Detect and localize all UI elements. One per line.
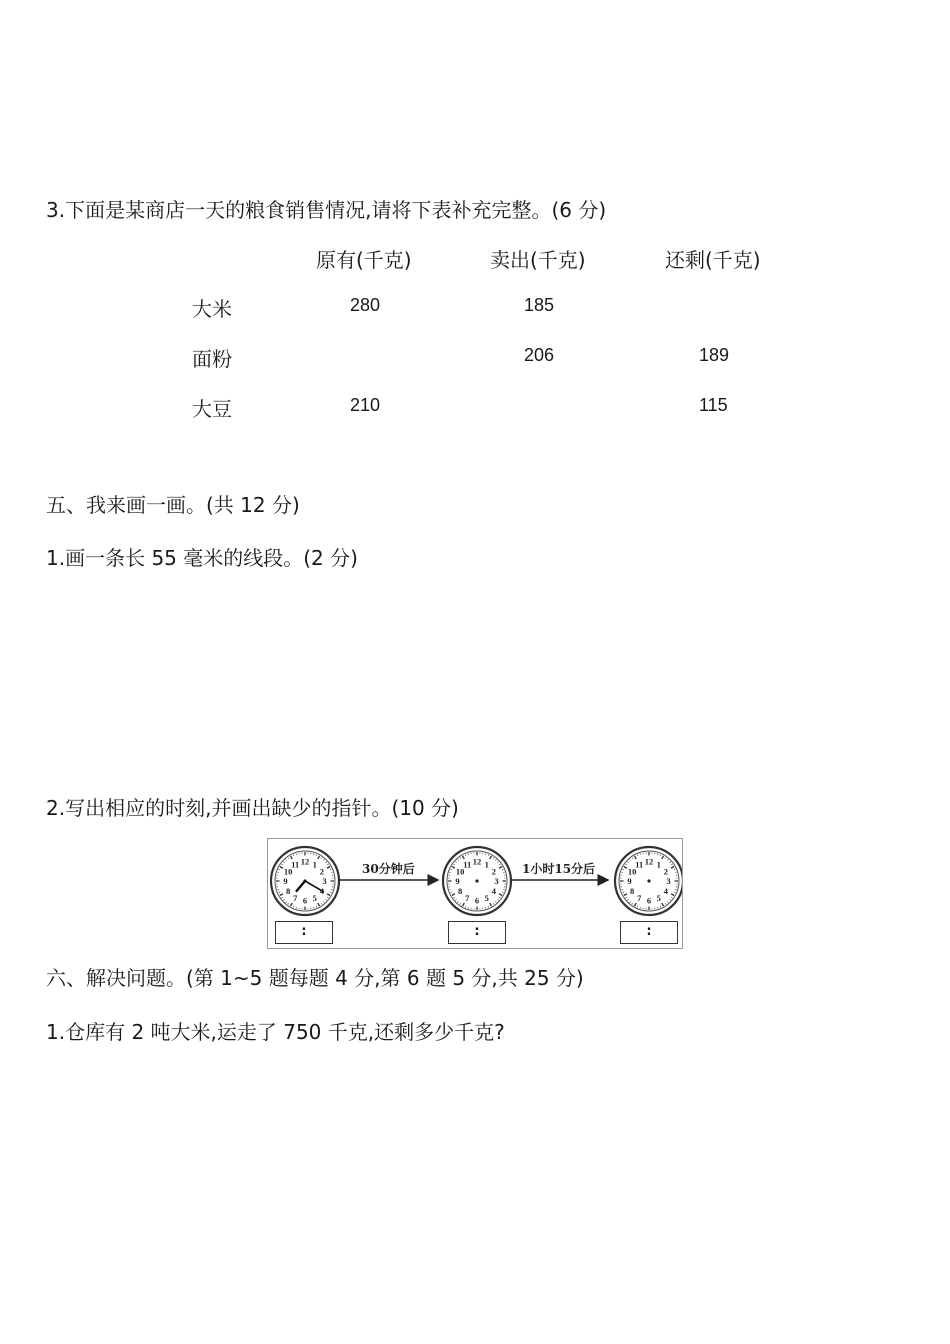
svg-text:11: 11: [463, 859, 472, 870]
time-box-3[interactable]: [620, 921, 678, 944]
time-box-separator: :: [301, 924, 307, 939]
row-label-flour: 面粉: [192, 347, 232, 371]
svg-text:1: 1: [312, 859, 317, 870]
row-label-soybean: 大豆: [192, 397, 232, 421]
clock-face-icon[interactable]: [443, 847, 511, 915]
svg-text:9: 9: [283, 876, 288, 887]
svg-text:9: 9: [627, 876, 632, 887]
section-5-question-1: 1.画一条长 55 毫米的线段。(2 分): [46, 546, 358, 570]
svg-text:6: 6: [302, 895, 308, 906]
svg-text:1: 1: [656, 859, 661, 870]
svg-text:8: 8: [285, 885, 291, 896]
svg-text:5: 5: [656, 893, 661, 904]
section-6-heading: 六、解决问题。(第 1~5 题每题 4 分,第 6 题 5 分,共 25 分): [46, 966, 584, 990]
svg-text:4: 4: [663, 885, 669, 896]
cell-rice-original: 280: [350, 295, 381, 315]
arrow-1-label: 30分钟后: [362, 862, 415, 876]
svg-text:7: 7: [465, 893, 470, 904]
svg-text:7: 7: [637, 893, 642, 904]
time-box-1[interactable]: [275, 921, 333, 944]
clock-exercise-figure: [267, 838, 683, 949]
svg-text:2: 2: [491, 866, 497, 877]
row-label-rice: 大米: [192, 297, 232, 321]
svg-text:12: 12: [644, 856, 654, 867]
svg-text:8: 8: [629, 885, 635, 896]
time-box-2[interactable]: [448, 921, 506, 944]
clock-face-icon[interactable]: [615, 847, 682, 915]
cell-flour-sold: 206: [524, 345, 555, 365]
svg-text:3: 3: [666, 876, 671, 887]
svg-text:10: 10: [455, 866, 465, 877]
cell-rice-sold: 185: [524, 295, 555, 315]
header-original: 原有(千克): [316, 248, 412, 272]
svg-text:2: 2: [663, 866, 669, 877]
question-3-title: 3.下面是某商店一天的粮食销售情况,请将下表补充完整。(6 分): [46, 198, 607, 222]
svg-text:12: 12: [300, 856, 310, 867]
svg-text:5: 5: [312, 893, 317, 904]
svg-text:2: 2: [319, 866, 325, 877]
cell-flour-remaining: 189: [699, 345, 730, 365]
svg-text:10: 10: [627, 866, 637, 877]
svg-text:5: 5: [484, 893, 489, 904]
time-box-separator: :: [646, 924, 652, 939]
svg-text:3: 3: [494, 876, 499, 887]
svg-text:7: 7: [293, 893, 298, 904]
cell-soybean-original: 210: [350, 395, 381, 415]
header-sold: 卖出(千克): [490, 248, 586, 272]
svg-text:9: 9: [455, 876, 460, 887]
svg-text:10: 10: [283, 866, 293, 877]
time-box-separator: :: [474, 924, 480, 939]
svg-text:6: 6: [646, 895, 652, 906]
svg-text:4: 4: [491, 885, 497, 896]
svg-text:11: 11: [291, 859, 300, 870]
clock-face-icon: [271, 847, 339, 915]
section-5-question-2: 2.写出相应的时刻,并画出缺少的指针。(10 分): [46, 796, 459, 820]
svg-text:3: 3: [322, 876, 327, 887]
svg-text:1: 1: [484, 859, 489, 870]
svg-text:6: 6: [474, 895, 480, 906]
svg-text:8: 8: [457, 885, 463, 896]
cell-soybean-remaining: 115: [699, 395, 728, 415]
section-5-heading: 五、我来画一画。(共 12 分): [46, 493, 300, 517]
section-6-question-1: 1.仓库有 2 吨大米,运走了 750 千克,还剩多少千克?: [46, 1020, 505, 1044]
arrow-2-label: 1小时15分后: [522, 862, 596, 876]
svg-text:11: 11: [635, 859, 644, 870]
header-remaining: 还剩(千克): [665, 248, 761, 272]
svg-text:12: 12: [472, 856, 482, 867]
